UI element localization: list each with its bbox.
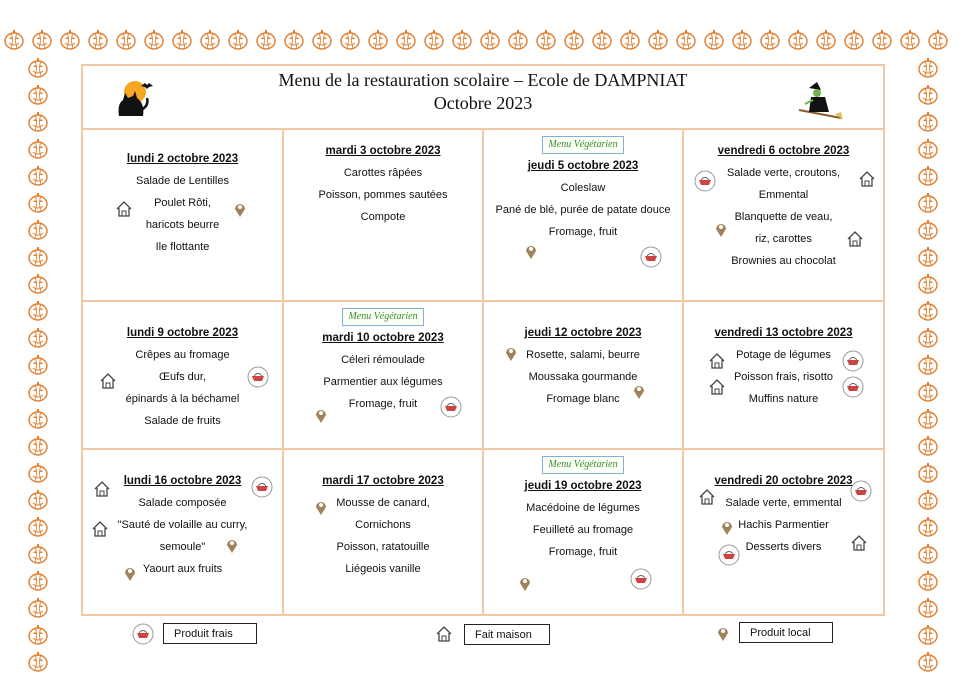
pumpkin-icon [919,409,937,428]
menu-header [83,66,883,130]
fresh-basket-icon [251,476,273,498]
menu-item: Fromage, fruit [348,398,418,410]
menu-item: Poisson, pommes sautées [318,189,448,201]
pumpkin-icon [29,571,47,590]
pumpkin-icon [89,30,107,49]
fresh-basket-icon [718,544,740,566]
menu-item: Coleslaw [560,182,606,194]
pumpkin-icon [919,274,937,293]
menu-item: Rosette, salami, beurre [526,349,640,361]
pumpkin-icon [705,30,723,49]
pumpkin-icon [29,247,47,266]
day-date: lundi 2 octobre 2023 [126,153,239,165]
vegetarian-badge: Menu Végétarien [542,456,623,474]
menu-item: Moussaka gourmande [528,371,638,383]
pumpkin-icon [919,436,937,455]
pumpkin-icon [313,30,331,49]
menu-item: Salade composée [138,497,227,509]
pumpkin-icon [285,30,303,49]
location-pin-icon [312,406,330,424]
vegetarian-badge: Menu Végétarien [542,136,623,154]
fresh-basket-icon [842,350,864,372]
house-icon [698,488,716,506]
pumpkin-icon [621,30,639,49]
pumpkin-icon [901,30,919,49]
pumpkin-icon [929,30,947,49]
pumpkin-icon [173,30,191,49]
pumpkin-icon [29,544,47,563]
day-date: lundi 16 octobre 2023 [123,475,242,487]
menu-item: Macédoine de légumes [526,502,640,514]
location-pin-icon [312,498,330,516]
pumpkin-icon [453,30,471,49]
pumpkin-icon [919,193,937,212]
pumpkin-icon [29,166,47,185]
pumpkin-icon [565,30,583,49]
legend-fresh-label: Produit frais [163,623,257,644]
fresh-basket-icon [850,480,872,502]
pumpkin-icon [425,30,443,49]
house-icon [91,520,109,538]
pumpkin-icon [29,463,47,482]
pumpkin-icon [919,85,937,104]
legend-homemade-label: Fait maison [464,624,550,645]
menu-item: Parmentier aux légumes [323,376,443,388]
menu-item: Compote [360,211,406,223]
menu-item: Salade verte, croutons, [726,167,841,179]
pumpkin-icon [919,355,937,374]
menu-item: Fromage, fruit [548,546,618,558]
menu-item: Crêpes au fromage [135,349,230,361]
pumpkin-icon [369,30,387,49]
pumpkin-icon [229,30,247,49]
page-subtitle: Octobre 2023 [433,93,533,113]
pumpkin-icon [29,328,47,347]
pumpkin-icon [919,571,937,590]
pumpkin-icon [145,30,163,49]
menu-item: Blanquette de veau, [734,211,833,223]
location-pin-icon [502,344,520,362]
fresh-basket-icon [440,396,462,418]
day-date: mardi 10 octobre 2023 [322,332,444,344]
pumpkin-icon [257,30,275,49]
day-cell [684,450,883,614]
pumpkin-icon [29,652,47,671]
menu-item: Yaourt aux fruits [142,563,223,575]
house-icon [708,352,726,370]
day-date: vendredi 20 octobre 2023 [714,475,853,487]
pumpkin-icon [919,139,937,158]
menu-item: Poisson frais, risotto [733,371,834,383]
pumpkin-icon [33,30,51,49]
fresh-basket-icon [132,623,154,645]
day-date: mardi 17 octobre 2023 [322,475,444,487]
pumpkin-icon [481,30,499,49]
pumpkin-icon [919,382,937,401]
pumpkin-icon [919,301,937,320]
menu-item: Emmental [758,189,809,201]
legend-local-label: Produit local [739,622,833,643]
menu-item: Ile flottante [155,241,210,253]
pumpkin-icon [29,598,47,617]
page-title: Menu de la restauration scolaire – Ecole de DAMPNIAT [278,70,688,90]
menu-item: Liégeois vanille [345,563,421,575]
house-icon [708,378,726,396]
pumpkin-icon [29,58,47,77]
pumpkin-icon [29,301,47,320]
menu-item: Desserts divers [745,541,822,553]
fresh-basket-icon [694,170,716,192]
menu-item: Poisson, ratatouille [336,541,430,553]
menu-item: Fromage blanc [546,393,620,405]
pumpkin-icon [29,436,47,455]
location-pin-icon [718,518,736,536]
pumpkin-icon [789,30,807,49]
menu-item: riz, carottes [755,233,812,245]
fresh-basket-icon [247,366,269,388]
pumpkin-icon [29,625,47,644]
menu-item: semoule" [159,541,206,553]
menu-item: Mousse de canard, [336,497,430,509]
menu-item: Salade de fruits [144,415,221,427]
menu-item: Potage de légumes [736,349,831,361]
menu-item: Feuilleté au fromage [532,524,634,536]
day-date: vendredi 13 octobre 2023 [714,327,853,339]
day-cell [284,302,484,450]
menu-item: épinards à la béchamel [125,393,240,405]
location-pin-icon [630,382,648,400]
location-pin-icon [516,574,534,592]
fresh-basket-icon [630,568,652,590]
pumpkin-icon [761,30,779,49]
day-date: jeudi 19 octobre 2023 [524,480,642,492]
house-icon [115,200,133,218]
day-cell [484,302,684,450]
pumpkin-icon [919,112,937,131]
pumpkin-icon [29,517,47,536]
pumpkin-icon [919,652,937,671]
pumpkin-icon [29,193,47,212]
pumpkin-icon [873,30,891,49]
day-date: lundi 9 octobre 2023 [126,327,239,339]
pumpkin-icon [817,30,835,49]
pumpkin-icon [733,30,751,49]
menu-item: "Sauté de volaille au curry, [117,519,248,531]
pumpkin-icon [117,30,135,49]
day-date: mardi 3 octobre 2023 [325,145,441,157]
pumpkin-icon [341,30,359,49]
house-icon [858,170,876,188]
day-cell [83,130,284,302]
pumpkin-icon [919,517,937,536]
pumpkin-icon [29,139,47,158]
day-cell [83,450,284,614]
house-icon [850,534,868,552]
menu-item: Salade de Lentilles [136,175,229,187]
pumpkin-icon [919,58,937,77]
pumpkin-icon [397,30,415,49]
pumpkin-icon [29,490,47,509]
house-icon [846,230,864,248]
pumpkin-icon [919,220,937,239]
menu-item: Carottes râpées [343,167,423,179]
menu-item: Œufs dur, [158,371,207,383]
pumpkin-icon [919,463,937,482]
pumpkin-icon [29,274,47,293]
location-pin-icon [522,242,540,260]
menu-item: Salade verte, emmental [725,497,842,509]
location-pin-icon [231,200,249,218]
day-cell [684,302,883,450]
pumpkin-icon [919,166,937,185]
pumpkin-icon [845,30,863,49]
fresh-basket-icon [842,376,864,398]
menu-item: haricots beurre [145,219,220,231]
pumpkin-icon [593,30,611,49]
pumpkin-icon [29,85,47,104]
day-cell [83,302,284,450]
menu-item: Hachis Parmentier [738,519,829,531]
day-cell [284,130,484,302]
house-icon [93,480,111,498]
location-pin-icon [714,624,732,642]
pumpkin-icon [29,409,47,428]
pumpkin-icon [201,30,219,49]
day-cell [484,450,684,614]
day-cell [684,130,883,302]
fresh-basket-icon [640,246,662,268]
house-icon [99,372,117,390]
pumpkin-icon [919,328,937,347]
day-date: vendredi 6 octobre 2023 [717,145,850,157]
vegetarian-badge: Menu Végétarien [342,308,423,326]
pumpkin-icon [509,30,527,49]
day-cell [484,130,684,302]
day-date: jeudi 5 octobre 2023 [527,160,639,172]
pumpkin-icon [677,30,695,49]
pumpkin-icon [61,30,79,49]
pumpkin-icon [537,30,555,49]
black-cat-icon [111,80,153,120]
menu-item: Cornichons [355,519,411,531]
menu-grid [83,130,883,614]
day-date: jeudi 12 octobre 2023 [524,327,642,339]
location-pin-icon [712,220,730,238]
pumpkin-icon [29,220,47,239]
pumpkin-icon [919,544,937,563]
menu-item: Fromage, fruit [548,226,618,238]
pumpkin-icon [649,30,667,49]
location-pin-icon [223,536,241,554]
pumpkin-icon [29,112,47,131]
pumpkin-icon [5,30,23,49]
menu-item: Pané de blé, purée de patate douce [495,204,671,216]
day-cell [284,450,484,614]
witch-icon [795,80,845,124]
pumpkin-icon [29,355,47,374]
house-icon [435,625,453,643]
menu-frame [81,64,885,616]
pumpkin-icon [919,598,937,617]
pumpkin-icon [919,625,937,644]
menu-item: Muffins nature [748,393,819,405]
pumpkin-icon [29,382,47,401]
pumpkin-icon [919,490,937,509]
pumpkin-icon [919,247,937,266]
location-pin-icon [121,564,139,582]
menu-item: Poulet Rôti, [154,197,211,209]
menu-item: Brownies au chocolat [731,255,836,267]
menu-item: Céleri rémoulade [341,354,425,366]
